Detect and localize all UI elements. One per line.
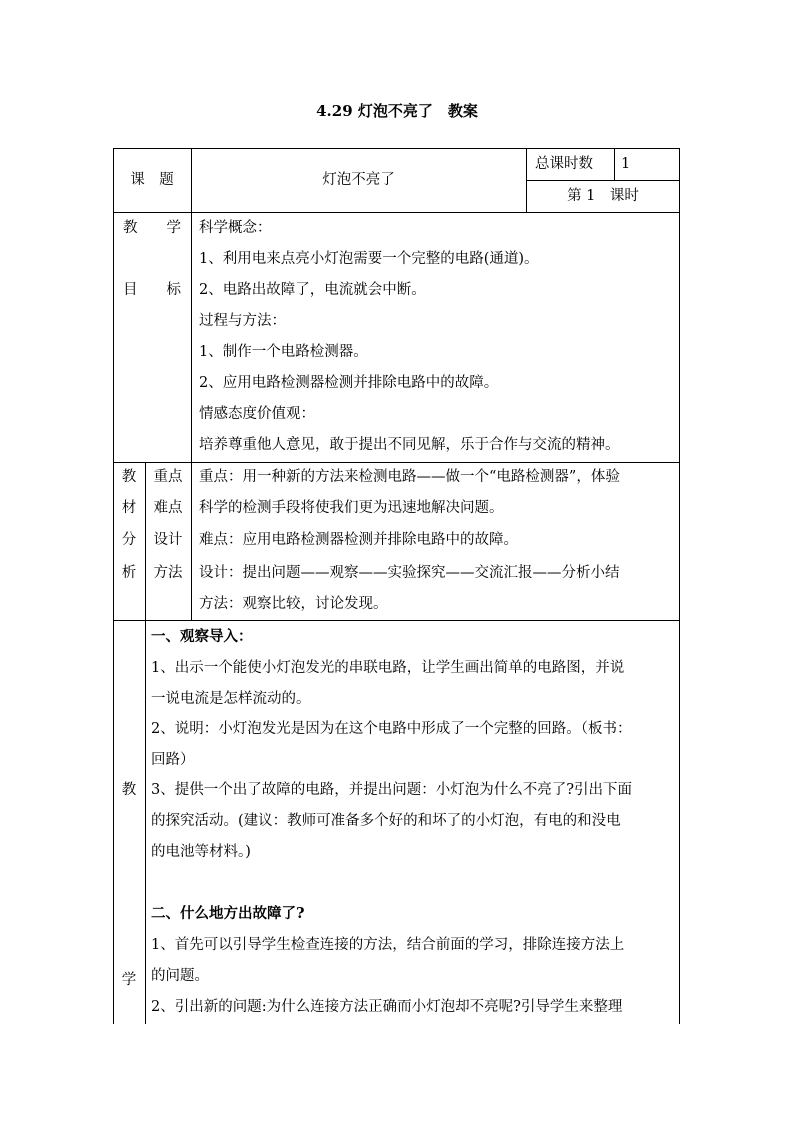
analysis-line: 方法：观察比较，讨论发现。: [199, 596, 388, 612]
goals-line: 过程与方法：: [199, 313, 286, 329]
teaching-line: 的探究活动。(建议：教师可准备多个好的和坏了的小灯泡，有电的和没电: [151, 813, 621, 829]
goals-line: 培养尊重他人意见，敢于提出不同见解，乐于合作与交流的精神。: [199, 437, 620, 453]
analysis-label-char: 材: [121, 500, 137, 516]
analysis-sublabel: 设计: [153, 532, 183, 548]
row-divider: [113, 212, 680, 213]
goals-line: 1、利用电来点亮小灯泡需要一个完整的电路(通道)。: [199, 251, 539, 267]
teaching-label-char: 教: [121, 782, 137, 798]
section-heading: 一、观察导入：: [151, 628, 253, 645]
page-title: 4.29 灯泡不亮了 教案: [316, 102, 478, 120]
analysis-label-char: 教: [121, 469, 137, 485]
analysis-line: 难点：应用电路检测器检测并排除电路中的故障。: [199, 532, 518, 548]
total-hours-value: 1: [621, 156, 631, 172]
col-divider: [145, 620, 146, 1024]
analysis-line: 设计：提出问题——观察——实验探究——交流汇报——分析小结: [199, 565, 620, 581]
goals-line: 情感态度价值观：: [199, 406, 315, 422]
analysis-line: 科学的检测手段将使我们更为迅速地解决问题。: [199, 500, 504, 516]
row-divider: [113, 620, 680, 621]
analysis-label-char: 分: [121, 532, 137, 548]
goals-line: 科学概念：: [199, 220, 272, 236]
teaching-line: 的电池等材料。): [151, 844, 251, 860]
analysis-label-char: 析: [121, 565, 137, 581]
row-divider: [526, 180, 680, 181]
row-divider: [113, 462, 680, 463]
teaching-line: 1、首先可以引导学生检查连接的方法，结合前面的学习，排除连接方法上: [151, 937, 625, 953]
total-hours-label: 总课时数: [535, 156, 593, 172]
lesson-number: 第 1 课时: [567, 188, 639, 204]
analysis-sublabel: 重点: [153, 469, 183, 485]
teaching-line: 回路）: [151, 752, 195, 768]
teaching-line: 2、引出新的问题:为什么连接方法正确而小灯泡却不亮呢?引导学生来整理: [151, 999, 623, 1015]
teaching-line: 3、提供一个出了故障的电路，并提出问题：小灯泡为什么不亮了?引出下面: [151, 782, 632, 798]
col-divider: [191, 462, 192, 620]
analysis-line: 重点：用一种新的方法来检测电路——做一个“电路检测器”，体验: [199, 469, 620, 485]
analysis-sublabel: 方法: [153, 565, 183, 581]
goals-line: 2、应用电路检测器检测并排除电路中的故障。: [199, 375, 499, 391]
goals-label-bottom: 目 标: [123, 282, 181, 298]
col-divider: [191, 212, 192, 462]
section-heading: 二、什么地方出故障了?: [151, 905, 305, 922]
topic-value: 灯泡不亮了: [322, 172, 395, 188]
teaching-line: 2、说明：小灯泡发光是因为在这个电路中形成了一个完整的回路。（板书：: [151, 721, 632, 737]
col-divider: [614, 148, 615, 180]
teaching-line: 一说电流是怎样流动的。: [151, 691, 311, 707]
analysis-sublabel: 难点: [153, 500, 183, 516]
topic-label: 课 题: [130, 172, 174, 188]
teaching-line: 1、出示一个能使小灯泡发光的串联电路，让学生画出简单的电路图，并说: [151, 660, 625, 676]
teaching-label-char: 学: [121, 972, 137, 988]
goals-line: 1、制作一个电路检测器。: [199, 344, 368, 360]
goals-line: 2、电路出故障了，电流就会中断。: [199, 282, 426, 298]
goals-label-top: 教 学: [123, 220, 181, 236]
teaching-line: 的问题。: [151, 968, 209, 984]
